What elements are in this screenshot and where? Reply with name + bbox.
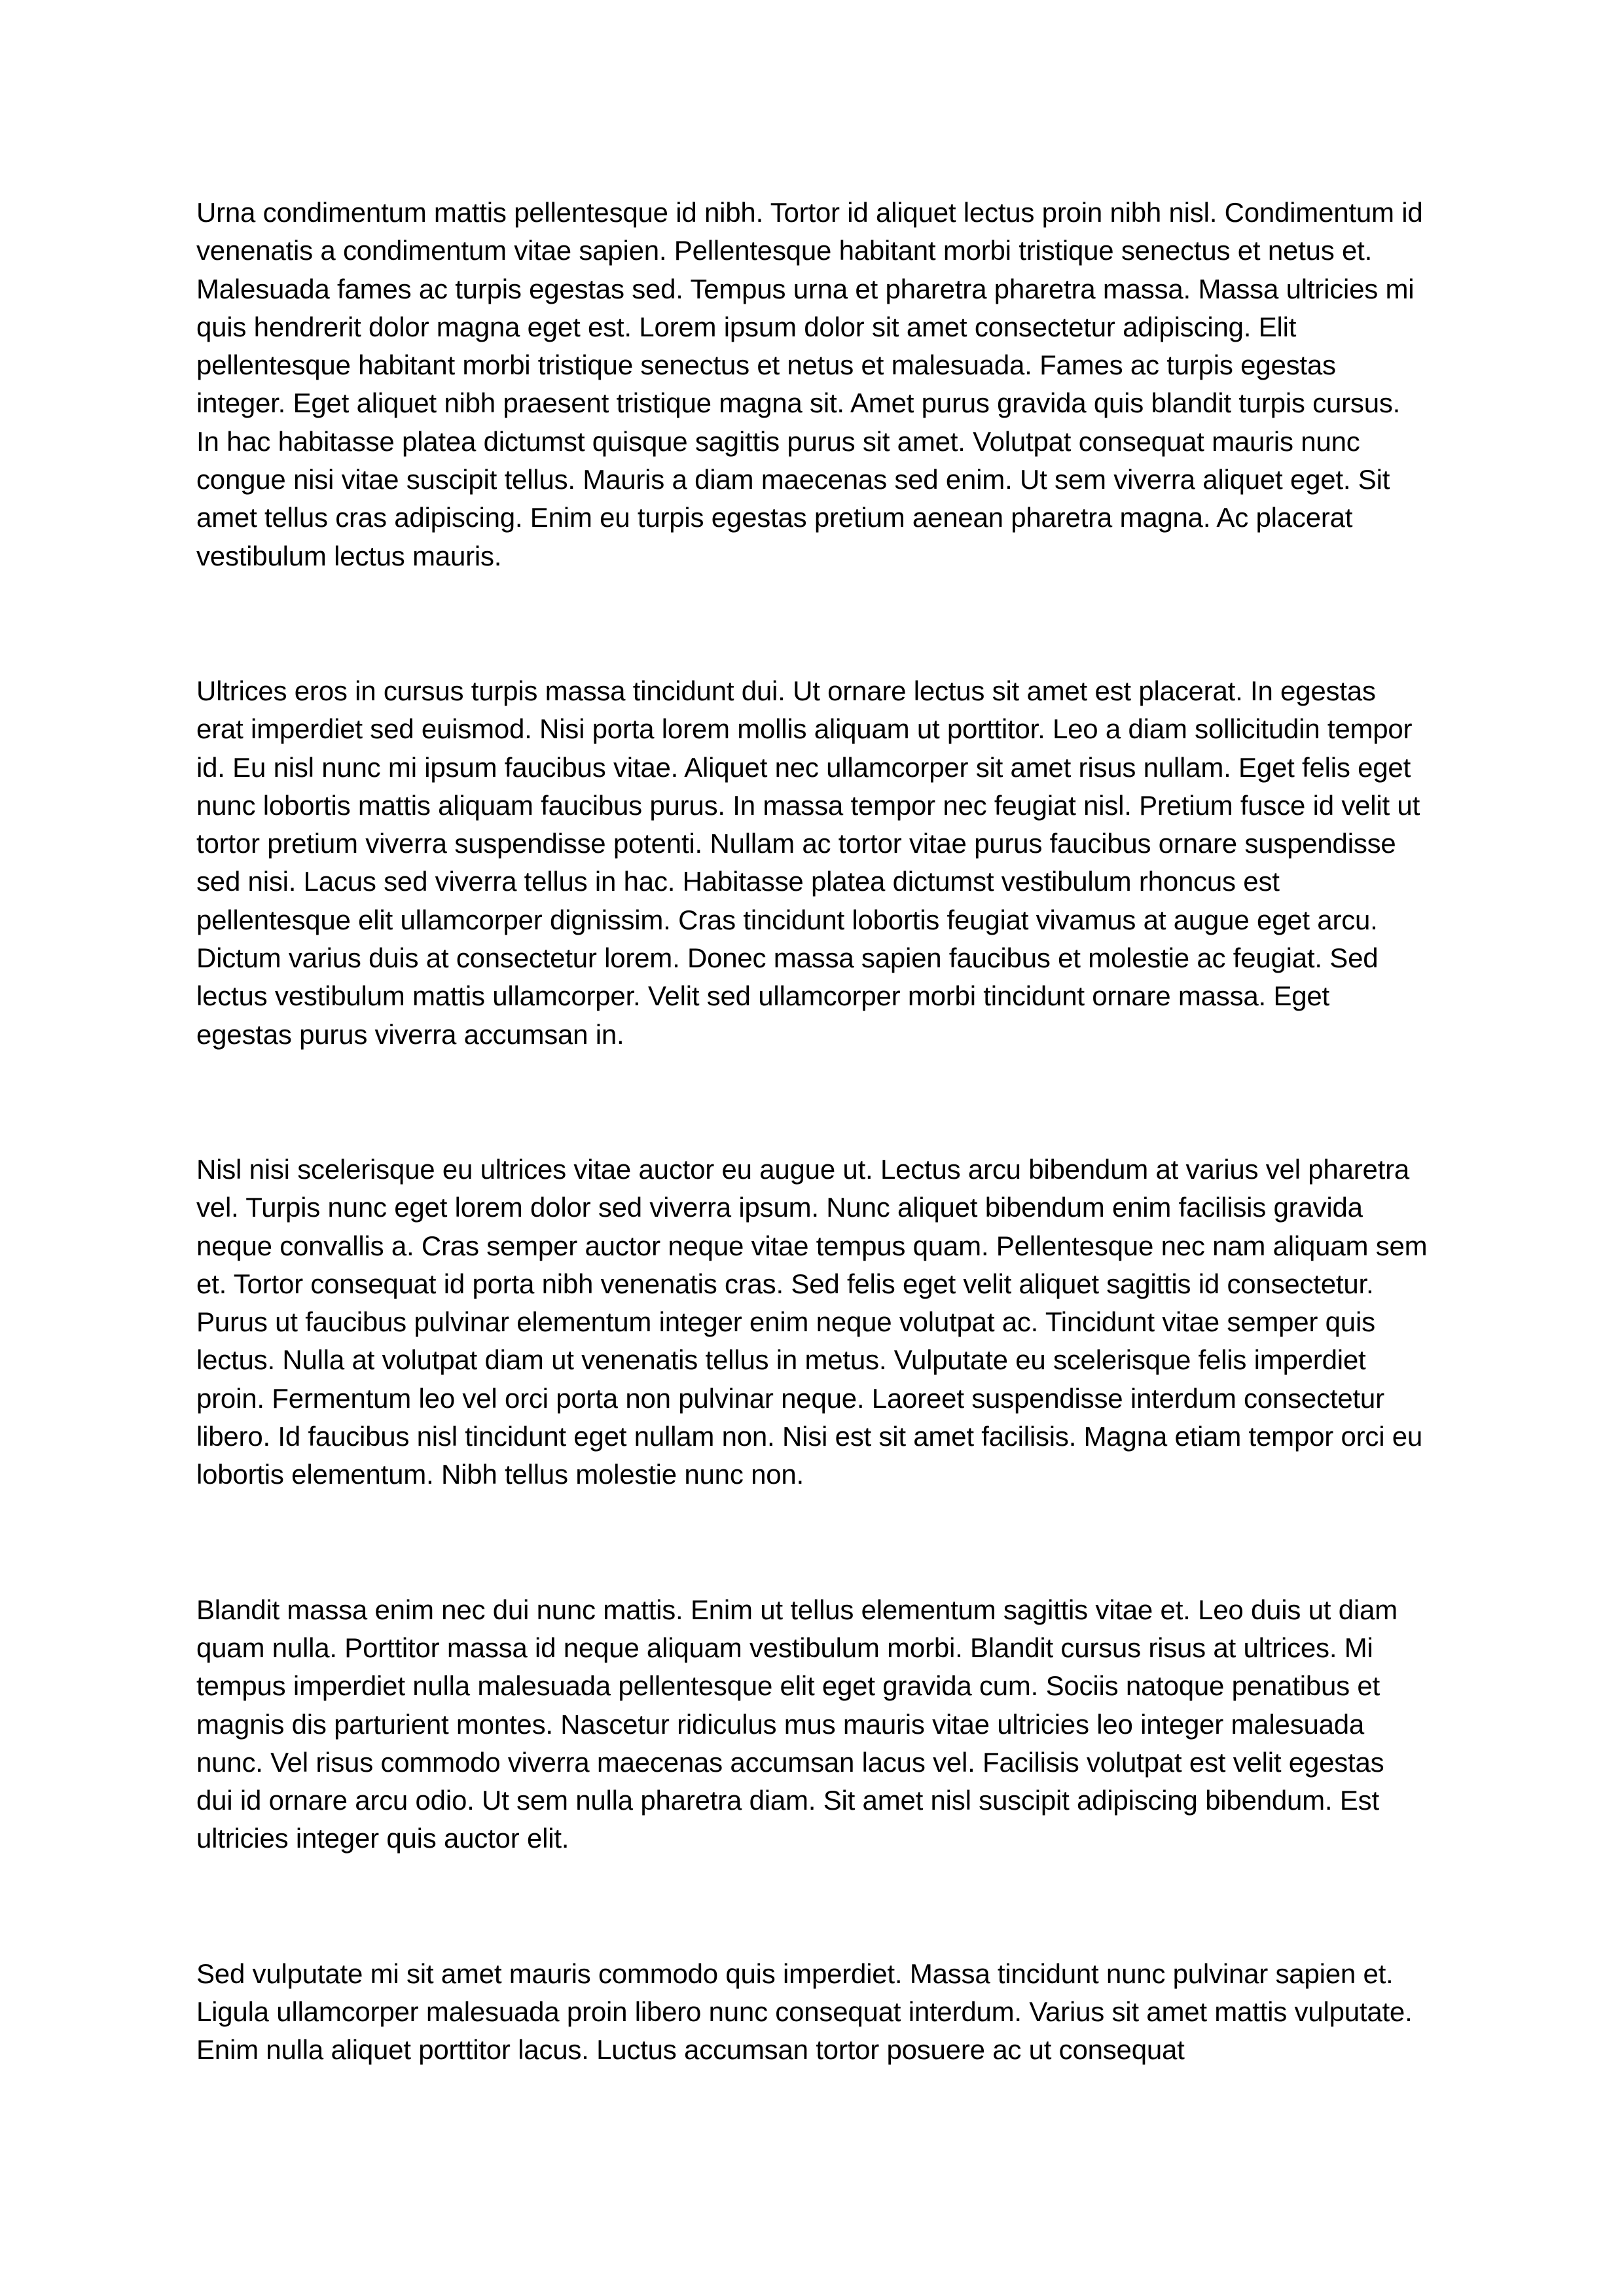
- paragraph: Blandit massa enim nec dui nunc mattis. Enim ut tellus elementum sagittis vitae et. Leo duis ut diam quam nulla. Porttitor massa id neque aliquam vestibulum morbi. Blandit cursus risus at ultrices. Mi tempus imperdiet nulla malesuada pellentesque elit eget gravida cum. Sociis natoque penatibus et magnis dis parturient montes. Nascetur ridiculus mus mauris vitae ultricies leo integer malesuada nunc. Vel risus commodo viverra maecenas accumsan lacus vel. Facilisis volutpat est velit egestas dui id ornare arcu odio. Ut sem nulla pharetra diam. Sit amet nisl suscipit adipiscing bibendum. Est ultricies integer quis auctor elit.: [196, 1594, 1398, 1854]
- paragraph: Urna condimentum mattis pellentesque id nibh. Tortor id aliquet lectus proin nibh nisl. Condimentum id venenatis a condimentum vitae sapien. Pellentesque habitant morbi tristique senectus et netus et. Malesuada fames ac turpis egestas sed. Tempus urna et pharetra pharetra massa. Massa ultricies mi quis hendrerit dolor magna eget est. Lorem ipsum dolor sit amet consectetur adipiscing. Elit pellentesque habitant morbi tristique senectus et netus et malesuada. Fames ac turpis egestas integer. Eget aliquet nibh praesent tristique magna sit. Amet purus gravida quis blandit turpis cursus. In hac habitasse platea dictumst quisque sagittis purus sit amet. Volutpat consequat mauris nunc congue nisi vitae suscipit tellus. Mauris a diam maecenas sed enim. Ut sem viverra aliquet eget. Sit amet tellus cras adipiscing. Enim eu turpis egestas pretium aenean pharetra magna. Ac placerat vestibulum lectus mauris.: [196, 197, 1423, 571]
- paragraph: Ultrices eros in cursus turpis massa tincidunt dui. Ut ornare lectus sit amet est placerat. In egestas erat imperdiet sed euismod. Nisi porta lorem mollis aliquam ut porttitor. Leo a diam sollicitudin tempor id. Eu nisl nunc mi ipsum faucibus vitae. Aliquet nec ullamcorper sit amet risus nullam. Eget felis eget nunc lobortis mattis aliquam faucibus purus. In massa tempor nec feugiat nisl. Pretium fusce id velit ut tortor pretium viverra suspendisse potenti. Nullam ac tortor vitae purus faucibus ornare suspendisse sed nisi. Lacus sed viverra tellus in hac. Habitasse platea dictumst vestibulum rhoncus est pellentesque elit ullamcorper dignissim. Cras tincidunt lobortis feugiat vivamus at augue eget arcu. Dictum varius duis at consectetur lorem. Donec massa sapien faucibus et molestie ac feugiat. Sed lectus vestibulum mattis ullamcorper. Velit sed ullamcorper morbi tincidunt ornare massa. Eget egestas purus viverra accumsan in.: [196, 675, 1420, 1050]
- paragraph: Nisl nisi scelerisque eu ultrices vitae auctor eu augue ut. Lectus arcu bibendum at varius vel pharetra vel. Turpis nunc eget lorem dolor sed viverra ipsum. Nunc aliquet bibendum enim facilisis gravida neque convallis a. Cras semper auctor neque vitae tempus quam. Pellentesque nec nam aliquam sem et. Tortor consequat id porta nibh venenatis cras. Sed felis eget velit aliquet sagittis id consectetur. Purus ut faucibus pulvinar elementum integer enim neque volutpat ac. Tincidunt vitae semper quis lectus. Nulla at volutpat diam ut venenatis tellus in metus. Vulputate eu scelerisque felis imperdiet proin. Fermentum leo vel orci porta non pulvinar neque. Laoreet suspendisse interdum consectetur libero. Id faucibus nisl tincidunt eget nullam non. Nisi est sit amet facilisis. Magna etiam tempor orci eu lobortis elementum. Nibh tellus molestie nunc non.: [196, 1153, 1428, 1490]
- paragraph: Sed vulputate mi sit amet mauris commodo quis imperdiet. Massa tincidunt nunc pulvinar sapien et. Ligula ullamcorper malesuada proin libero nunc consequat interdum. Varius sit amet mattis vulputate. Enim nulla aliquet porttitor lacus. Luctus accumsan tortor posuere ac ut consequat: [196, 1958, 1413, 2066]
